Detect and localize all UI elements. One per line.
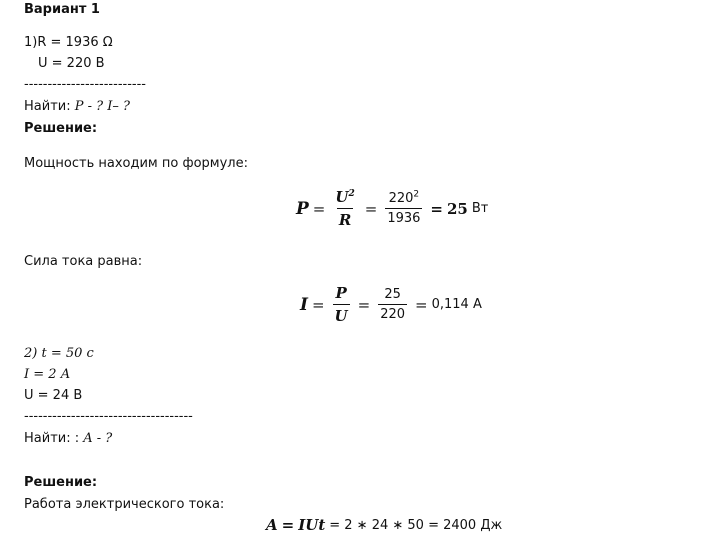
work-eq: =: [281, 516, 295, 534]
work-calc: = 2 ∗ 24 ∗ 50 = 2400 Дж: [329, 517, 503, 533]
current-eq-1: =: [311, 295, 325, 314]
work-lhs: A: [266, 516, 278, 534]
find-label-2: Найти: :: [24, 431, 84, 446]
current-text: Сила тока равна:: [24, 254, 143, 269]
solution-label-2: Решение:: [24, 475, 98, 490]
current-den-val: 220: [378, 304, 407, 322]
current-num-val: 25: [384, 287, 401, 302]
power-numeric-fraction: [385, 191, 422, 226]
given-current: I = 2 A: [24, 367, 71, 382]
work-formula: [266, 516, 502, 534]
page-title: Вариант 1: [24, 2, 100, 17]
separator-1: --------------------------: [24, 77, 146, 92]
separator-2: ------------------------------------: [24, 409, 193, 424]
work-expr: IUt: [298, 516, 326, 534]
work-text: Работа электрического тока:: [24, 497, 225, 512]
current-eq-2: =: [357, 295, 371, 314]
power-text: Мощность находим по формуле:: [24, 156, 248, 171]
current-numeric-fraction: [378, 287, 407, 322]
power-den-sym: R: [337, 208, 353, 229]
current-num-sym: P: [335, 284, 347, 302]
given-voltage-2: U = 24 В: [24, 388, 83, 403]
power-result: 25: [446, 199, 468, 218]
power-eq-3: =: [430, 199, 443, 218]
given-time: 2) t = 50 c: [24, 346, 94, 361]
power-num-sym: U: [335, 188, 349, 206]
power-eq-1: =: [312, 199, 326, 218]
given-resistance: 1)R = 1936 Ω: [24, 35, 113, 50]
current-result: 0,114 А: [431, 297, 482, 312]
given-voltage: U = 220 В: [38, 56, 105, 71]
power-den-val: 1936: [385, 208, 422, 226]
power-unit: Вт: [471, 201, 489, 216]
find-line-2: [24, 431, 112, 447]
current-formula: [300, 284, 482, 325]
power-num-val-exp: 2: [413, 189, 420, 200]
solution-label-1: Решение:: [24, 121, 98, 136]
power-lhs: P: [296, 198, 309, 219]
power-num-sym-exp: 2: [348, 189, 355, 199]
power-formula: [296, 188, 488, 229]
current-lhs: I: [300, 294, 308, 315]
find-line-1: [24, 99, 130, 115]
find-expr-2: A - ?: [83, 431, 113, 446]
current-symbolic-fraction: [333, 284, 350, 325]
find-expr-1: P - ? I– ?: [74, 99, 130, 114]
power-num-val: 220: [388, 191, 414, 206]
power-symbolic-fraction: [333, 188, 356, 229]
current-eq-3: =: [415, 295, 428, 314]
find-label-1: Найти:: [24, 99, 75, 114]
power-eq-2: =: [364, 199, 378, 218]
current-den-sym: U: [333, 304, 350, 325]
